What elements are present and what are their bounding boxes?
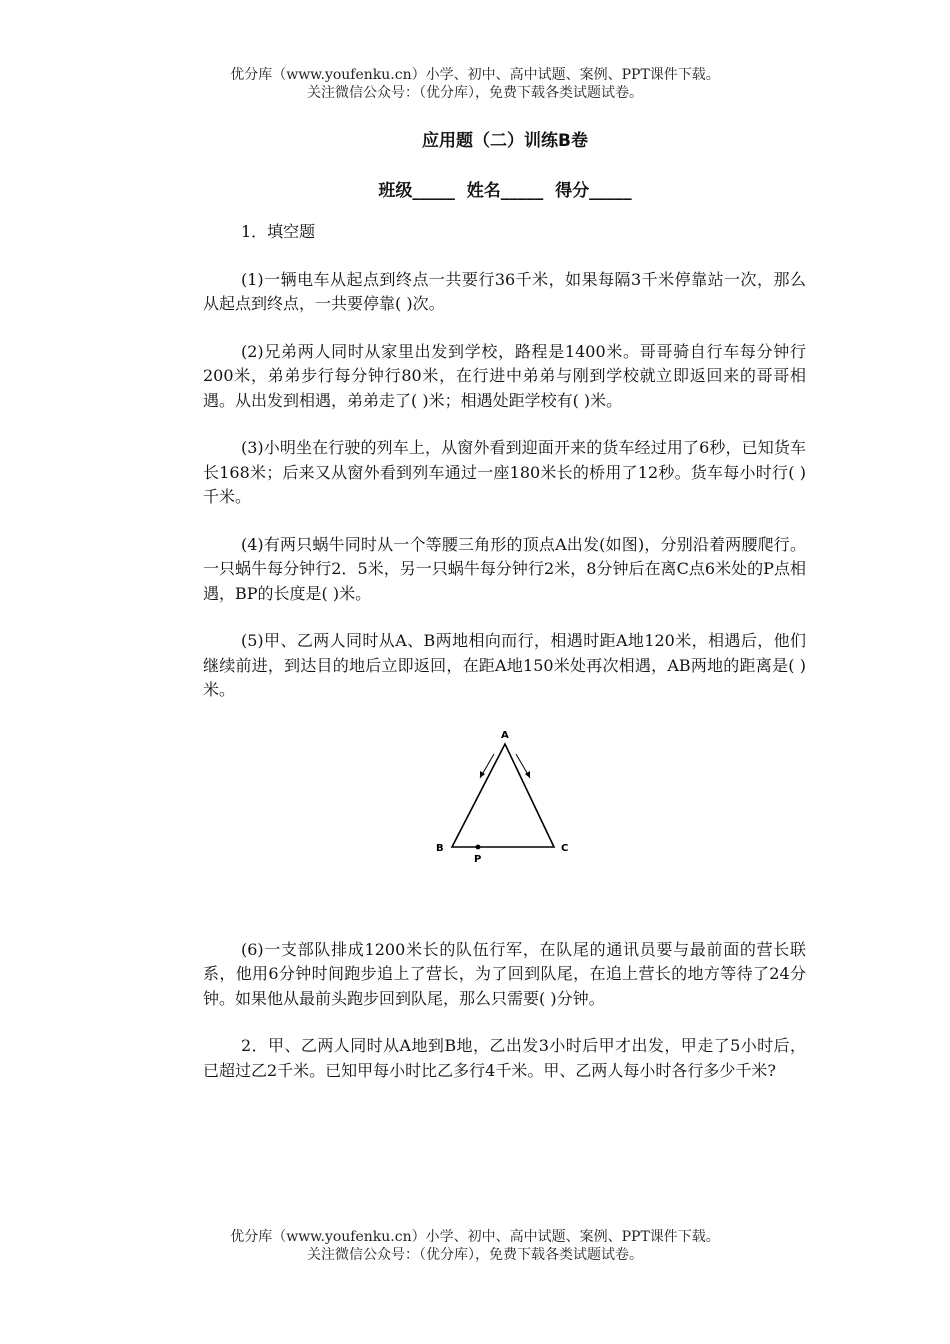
footer-line-2: 关注微信公众号：（优分库），免费下载各类试题试卷。: [307, 1247, 643, 1263]
header-line-2: 关注微信公众号：（优分库），免费下载各类试题试卷。: [307, 85, 643, 101]
page-footer: [0, 1228, 950, 1264]
question-1-5: (5)甲、乙两人同时从A、B两地相向而行，相遇时距A地120米，相遇后，他们继续前进，到达目的地后立即返回，在距A地150米处再次相遇，AB两地的距离是( )米。: [203, 631, 806, 699]
label-c: C: [561, 842, 569, 854]
question-2: 2．甲、乙两人同时从A地到B地，乙出发3小时后甲才出发，甲走了5小时后，已超过乙2千米。已知甲每小时比乙多行4千米。甲、乙两人每小时各行多少千米?: [203, 1036, 806, 1080]
footer-line-1: 优分库（www.youfenku.cn）小学、初中、高中试题、案例、PPT课件下载。: [230, 1229, 720, 1245]
triangle-diagram: [428, 726, 578, 876]
question-1-4: (4)有两只蜗牛同时从一个等腰三角形的顶点A出发(如图)，分别沿着两腰爬行。一只蜗牛每分钟行2．5米，另一只蜗牛每分钟行2米，8分钟后在离C点6米处的P点相遇，BP的长度是( )米。: [203, 534, 806, 603]
question-1-2: (2)兄弟两人同时从家里出发到学校，路程是1400米。哥哥骑自行车每分钟行200米，弟弟步行每分钟行80米，在行进中弟弟与刚到学校就立即返回来的哥哥相遇。从出发到相遇，弟弟走了( )米；相遇处距学校有( )米。: [203, 341, 806, 410]
left-arrow-head: [480, 771, 485, 778]
right-arrow-head: [525, 771, 530, 778]
document-body: [203, 220, 806, 1106]
point-p-dot: [476, 844, 481, 849]
page-header: [0, 66, 950, 102]
question-1-1: (1)一辆电车从起点到终点一共要行36千米，如果每隔3千米停靠站一次，那么从起点到终点，一共要停靠( )次。: [203, 269, 806, 313]
header-line-1: 优分库（www.youfenku.cn）小学、初中、高中试题、案例、PPT课件下载。: [230, 67, 720, 83]
question-1-3: (3)小明坐在行驶的列车上，从窗外看到迎面开来的货车经过用了6秒，已知货车长168米；后来又从窗外看到列车通过一座180米长的桥用了12秒。货车每小时行( )千米。: [203, 438, 806, 506]
label-a: A: [501, 729, 509, 741]
page-title: 应用题（二）训练B卷: [422, 131, 588, 151]
label-b: B: [436, 842, 444, 854]
section-1-heading: 1．填空题: [241, 222, 316, 241]
triangle-figure: [203, 726, 806, 904]
isosceles-triangle: [452, 744, 554, 847]
student-info-line: 班级_____ 姓名_____ 得分_____: [378, 181, 632, 201]
question-1-6: (6)一支部队排成1200米长的队伍行军，在队尾的通讯员要与最前面的营长联系，他用6分钟时间跑步追上了营长，为了回到队尾，在追上营长的地方等待了24分钟。如果他从最前头跑步回到队尾，那么只需要( )分钟。: [203, 939, 806, 1008]
label-p: P: [474, 853, 482, 865]
